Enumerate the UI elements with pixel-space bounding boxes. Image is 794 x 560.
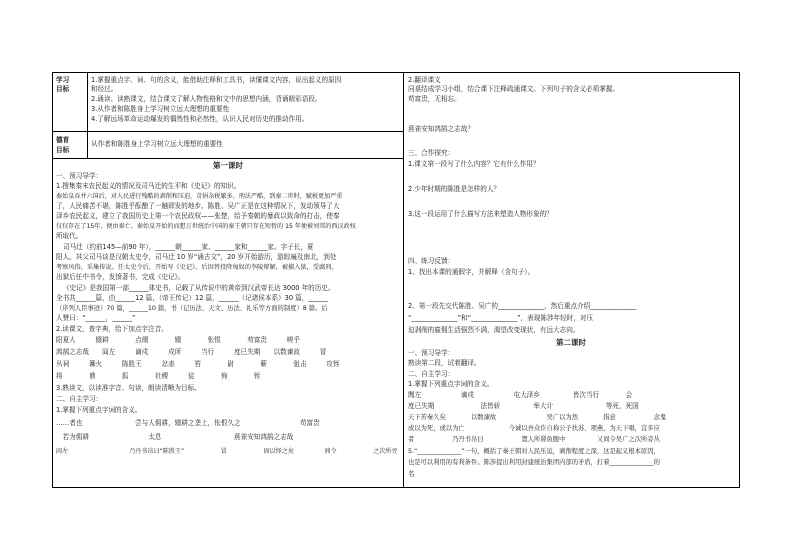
goal-label-line1: 学习 (56, 76, 70, 84)
self-study-line-4: 闾左 乃丹书帛曰“陈胜王” 冒 固以怪之矣 间令 之次所旁 (56, 448, 398, 455)
sima-line-3: 考察风俗，采集传说。任太史令后，开始写《史记》。后因替投降匈奴的李陵辩解，被捕入狱，受腐刑。 (56, 264, 338, 271)
pronunciation-title: 2.读课文，查字典，给下加点字注音。 (56, 325, 168, 333)
right2-line-9: 者 乃丹书帛曰 置人所罾鱼腹中 又间令吴广之次所旁丛 (408, 436, 660, 443)
goal-item-3: 3.从作者和陈胜身上学习树立远大理想的重要性 (91, 105, 230, 113)
moral-label-line2: 目标 (56, 146, 70, 154)
right2-line-12: 名 (408, 470, 415, 478)
goal-item-1-cont: 和经过。 (91, 85, 118, 93)
right-line-5: 燕雀安知鸿鹄之志哉？ (408, 125, 474, 133)
self-study-line-2: ……者也 尝与人佣耕，辍耕之垄上，怅恨久之 苟富贵 (56, 419, 320, 427)
left-line-2: 1.搜集秦末农民起义的情况及司马迁的生平和《史记》的知识。 (56, 182, 241, 190)
left-line-3: 秦始皇吞并六国后，对人民进行残酷的剥削和压迫，苛捐杂税繁多，刑法严酷，到秦二世时，赋税更加严重 (56, 193, 343, 200)
pronunciation-row-3: 丛祠 篝火 陈胜王 忿恚 笞 尉 蕲 狙击 攻铚 (56, 360, 340, 368)
right2-line-1: 一、预习导学： (408, 349, 455, 357)
moral-goal-text: 从作者和陈胜身上学习树立远大理想的重要性 (91, 140, 223, 148)
goal-item-2: 2.诵读、读熟课文，结合课文了解人物性格和文中的思想内涵，背诵精彩语段。 (91, 95, 322, 103)
pronunciation-row-4: 将 谯 狐 社稷 徒 徇 铚 (56, 372, 261, 380)
shiji-line-2: 全书共______篇，由______12 篇，（帝王传记）12 篇，______（记诸侯本系）30 篇，______ (56, 294, 329, 302)
right2-line-8: 或以为死，或以为亡 今诚以吾众诈自称公子扶苏、项燕，为天下唱，宜多应 (408, 425, 660, 432)
self-study-line-1: 1.掌握下列重点字词的含义。 (56, 406, 142, 414)
pronunciation-row-1: 阳夏人 辍耕 点缀 辍 怅恨 苟富贵 嗟乎 (56, 336, 300, 344)
left-line-7: 所取代。 (56, 232, 83, 240)
read-aloud-instruction: 3.熟读文，以读准字音、句读，朗读清晰为目标。 (56, 384, 201, 392)
center-column-divider (403, 73, 404, 487)
right-line-23: 2、第一段先交代陈胜、吴广的______________，然后重点介绍______________ (408, 302, 637, 310)
goal-item-1: 1.掌握重点字、词、句的含义，能借助注释和工具书，读懂课文内容，说出起义的原因 (91, 76, 342, 84)
right-line-3: 苟富贵，无相忘。 (408, 95, 461, 103)
shiji-line-1: 《史记》是我国第一部______体史书，记载了从传说中的黄帝到汉武帝长达 3000 年的历史。 (63, 284, 335, 292)
right2-line-10: 5.“______________”一句，概括了秦王朝对人民压迫，剥削程度之深，这是起义根本原因， (408, 448, 660, 455)
lesson-1-title: 第一课时 (213, 161, 243, 170)
goal-row-divider (53, 131, 403, 132)
right2-line-11: 也是可以利用的有利条件。陈涉提出利用封建统治集团内部的矛盾，打着______________的 (408, 459, 660, 466)
left-line-1: 一、预习导学： (56, 172, 103, 180)
left-line-4: 了，人民痛苦不堪，陈胜乎酝酿了一触即发的地步。陈胜、吴广正是在这种情况下，发动领导了大 (56, 202, 340, 210)
right-line-9: 1.课文第一段写了什么内容？它有什么作用？ (408, 160, 540, 168)
self-study-line-3: 若为佣耕 太息 燕雀安知鸿鹄之志哉 (56, 433, 294, 441)
right-line-15: 3.这一段运用了什么描写方法来塑造人物形象的？ (408, 210, 553, 218)
label-column-divider (87, 73, 88, 158)
right-line-1: 2.翻译课文 (408, 76, 441, 84)
right2-line-4: 1.掌握下列重点字词的含义。 (408, 380, 494, 388)
right2-line-2: 熟读第二段，试着翻译。 (408, 359, 481, 367)
goal-item-4: 4.了解远场革命运动爆发的偶然性和必然性，认识人民对历史的推动作用。 (91, 115, 309, 123)
worksheet-table (52, 72, 740, 488)
right2-line-6: 度已失期 法皆斩 举大计 等死，死国 (408, 402, 639, 410)
right-line-2: 同桌结成学习小组，结合课下注释疏通课文。下列句子的含义必须掌握。 (408, 85, 619, 93)
shiji-line-4: 人赞曰：“______，______” (56, 314, 136, 322)
right-line-19: 四、练习反馈： (408, 257, 455, 265)
right-line-8: 三、合作探究： (408, 149, 455, 157)
right2-line-5: 閭左 谪戍 屯大泽乡 皆次当行 会 (408, 391, 633, 399)
left-line-5: 泽乡农民起义，建立了我国历史上第一个农民政权——张楚，给予秦朝的暴政以致命的打击，使秦 (56, 212, 340, 220)
right2-line-7: 天下苦秦久矣 以数谏故 吴广以为然 指意 念鬼 (408, 414, 667, 421)
right-line-20: 1、找出本课的通假字，并解释（含句子）。 (408, 268, 535, 276)
self-study-title: 二、自主学习： (56, 395, 103, 403)
header-bottom-divider (53, 158, 403, 159)
right2-line-3: 二、自主学习： (408, 370, 455, 378)
right-line-25: 迫剥削的雇佣生活强烈不满，渴望改变现状，有远大志向。 (408, 326, 580, 334)
sima-line-4: 出狱后任中书令，发愤著书，完成《史记》。 (56, 273, 185, 281)
sima-line-2: 阳人。其父司马谈是汉朝太史令，司马迁 10 岁“诵古文”，20 岁开始游历，游踪遍及南北，到处 (56, 253, 337, 261)
right-line-12: 2.少年时期的陈胜是怎样的人？ (408, 185, 501, 193)
shiji-line-3: （序列人臣事迹）70 篇，______10 篇，书（记历法、天文、历法、礼乐等方面的制度）8 篇。后 (56, 305, 328, 312)
goal-label-line2: 目标 (56, 85, 70, 93)
left-line-6: 仅仅存在了15年，便由秦亡。秦始皇开始的而想万世统治中国的秦王朝只存在短暂的 15 年便被刘邦的西汉政权 (56, 223, 356, 230)
lesson-2-title: 第二课时 (556, 338, 586, 347)
sima-line-1: 司马迁（约前145—前90 年），______朝______家、______家和______家。字子长，夏 (63, 243, 314, 251)
pronunciation-row-2: 鸿鹄之志哉 闾左 谪戍 戍所 当行 度已失期 以数谏故 冒 (56, 348, 327, 356)
moral-label-line1: 德育 (56, 136, 70, 144)
right-line-24: “______________”和“______________”，表现陈涉年轻时，对压 (408, 314, 594, 322)
